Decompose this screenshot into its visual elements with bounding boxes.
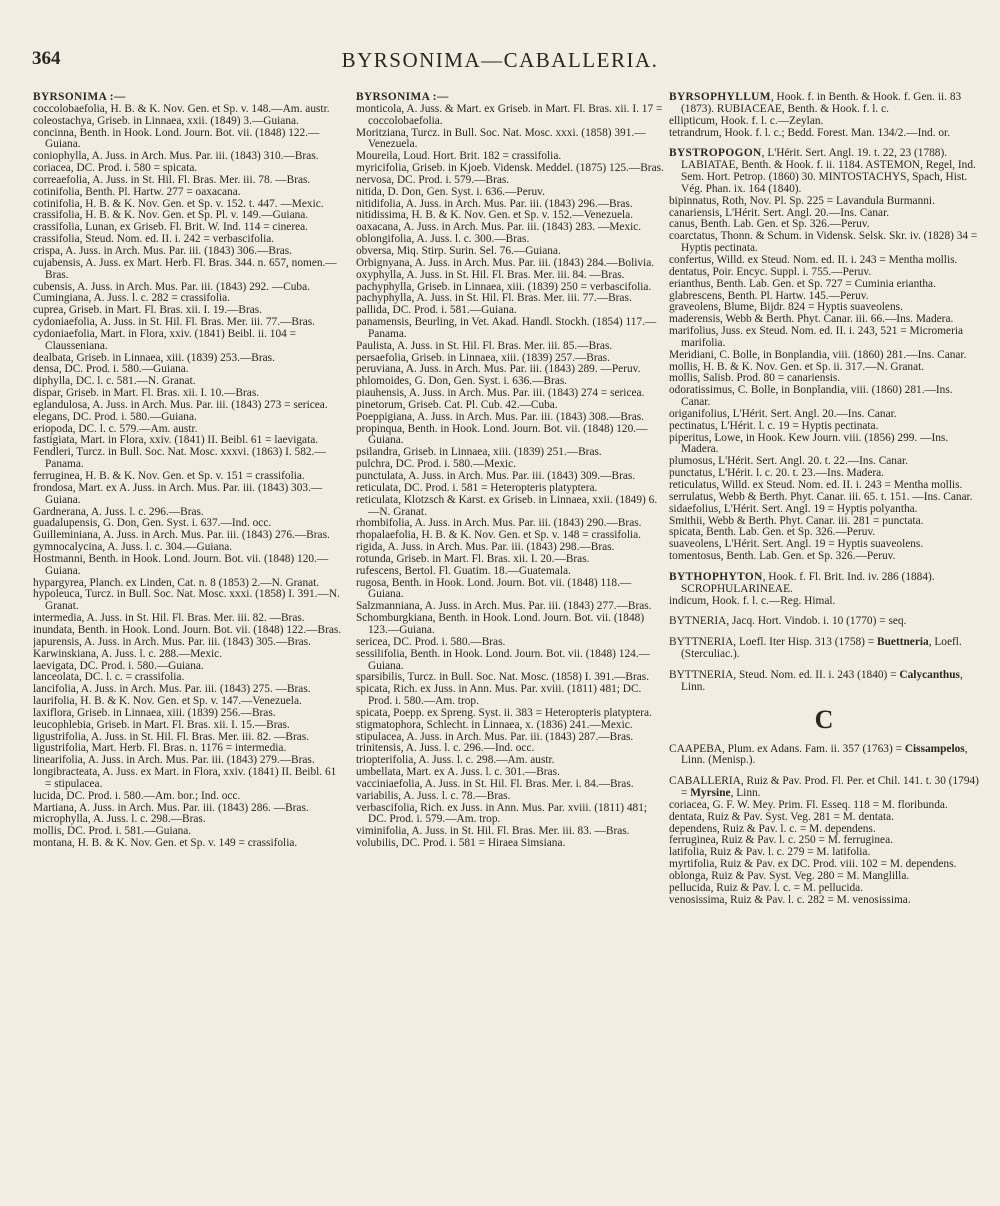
page-header <box>0 48 1000 78</box>
species-entry: latifolia, Ruiz & Pav. l. c. 279 = M. latifolia. <box>669 846 871 859</box>
genus-name: BYSTROPOGON <box>669 147 762 160</box>
xref-suffix: , Loefl. (Sterculiac.). <box>681 636 962 661</box>
species-entry: variabilis, A. Juss. l. c. 78.—Bras. <box>356 789 511 802</box>
species-entry: laxiflora, Griseb. in Linnaea, xiii. (1839) 256.—Bras. <box>33 706 276 719</box>
species-entry: myrtifolia, Ruiz & Pav. ex DC. Prod. viii. 102 = M. dependens. <box>669 858 957 871</box>
genus-citation: CABALLERIA, Ruiz & Pav. Prod. Fl. Per. et Chil. 141. t. 30 (1794) = <box>669 775 979 800</box>
species-entry: eriopoda, DC. l. c. 579.—Am. austr. <box>33 422 198 435</box>
species-entry: pectinatus, L'Hérit. l. c. 19 = Hyptis pectinata. <box>669 419 879 432</box>
species-entry: coriacea, G. F. W. Mey. Prim. Fl. Esseq. 118 = M. floribunda. <box>669 798 948 811</box>
species-entry: rotunda, Griseb. in Mart. Fl. Bras. xii. I. 20.—Bras. <box>356 552 590 565</box>
species-entry: sparsibilis, Turcz. in Bull. Soc. Nat. Mosc. (1858) I. 391.—Bras. <box>356 671 650 684</box>
species-entry: Gardnerana, A. Juss. l. c. 296.—Bras. <box>33 505 204 518</box>
species-entry: persaefolia, Griseb. in Linnaea, xiii. (1839) 257.—Bras. <box>356 351 610 364</box>
species-entry: piauhensis, A. Juss. in Arch. Mus. Par. iii. (1843) 274 = sericea. <box>356 387 645 400</box>
species-entry: plumosus, L'Hérit. Sert. Angl. 20. t. 22.—Ins. Canar. <box>669 455 908 468</box>
species-entry: spicata, Poepp. ex Spreng. Syst. ii. 383 = Heteropteris platyptera. <box>356 706 652 719</box>
species-entry: triopterifolia, A. Juss. l. c. 298.—Am. austr. <box>356 754 555 767</box>
section-letter: C <box>814 704 834 734</box>
xref-text: BYTNERIA, Jacq. Hort. Vindob. i. 10 (1770) = seq. <box>669 615 907 628</box>
species-entry: Orbignyana, A. Juss. in Arch. Mus. Par. iii. (1843) 284.—Bolivia. <box>356 256 655 269</box>
genus-citation: , Hook. f. in Benth. & Hook. f. Gen. ii. 83 (1873). RUBIACEAE, Benth. & Hook. f. l. c. <box>681 92 962 115</box>
xref-target: Buettneria <box>877 636 929 649</box>
species-entry: propinqua, Benth. in Hook. Lond. Journ. Bot. vii. (1848) 120.—Guiana. <box>356 422 648 447</box>
species-entry: eglandulosa, A. Juss. in Arch. Mus. Par. iii. (1843) 273 = sericea. <box>33 398 328 411</box>
species-list-byrsophyllum <box>669 116 979 140</box>
species-list-caballeria <box>669 800 979 907</box>
species-entry: Karwinskiana, A. Juss. l. c. 288.—Mexic. <box>33 647 223 660</box>
genus-entry-bythophyton <box>669 572 979 608</box>
species-entry: lucida, DC. Prod. i. 580.—Am. bor.; Ind. occ. <box>33 789 241 802</box>
species-entry: mollis, H. B. & K. Nov. Gen. et Sp. ii. 317.—N. Granat. <box>669 360 925 373</box>
species-entry: stipulacea, A. Juss. in Arch. Mus. Par. iii. (1843) 287.—Bras. <box>356 730 634 743</box>
species-entry: cydoniaefolia, A. Juss. in St. Hil. Fl. Bras. Mer. iii. 77.—Bras. <box>33 316 316 329</box>
species-entry: serrulatus, Webb & Berth. Phyt. Canar. iii. 65. t. 151. —Ins. Canar. <box>669 490 973 503</box>
species-entry: reticulatus, Willd. ex Steud. Nom. ed. II. i. 243 = Mentha mollis. <box>669 479 963 491</box>
species-entry: microphylla, A. Juss. l. c. 298.—Bras. <box>33 813 206 826</box>
xref-target: Calycanthus <box>899 668 960 681</box>
species-entry: Paulista, A. Juss. in St. Hil. Fl. Bras. Mer. iii. 85.—Bras. <box>356 339 613 352</box>
species-entry: crassifolia, Steud. Nom. ed. II. i. 242 = verbascifolia. <box>33 233 275 246</box>
species-list-bystropogon <box>669 196 979 563</box>
species-entry: Salzmanniana, A. Juss. in Arch. Mus. Par. iii. (1843) 277.—Bras. <box>356 600 652 613</box>
species-entry: vacciniaefolia, A. Juss. in St. Hil. Fl. Bras. Mer. i. 84.—Bras. <box>356 777 634 790</box>
species-entry: oblongifolia, A. Juss. l. c. 300.—Bras. <box>356 233 530 246</box>
genus-citation: , Hook. f. Fl. Brit. Ind. iv. 286 (1884). SCROPHULARINEAE. <box>681 570 935 595</box>
species-entry: laurifolia, H. B. & K. Nov. Gen. et Sp. v. 147.—Venezuela. <box>33 695 302 708</box>
species-entry: pulchra, DC. Prod. i. 580.—Mexic. <box>356 458 517 471</box>
species-entry: diphylla, DC. l. c. 581.—N. Granat. <box>33 375 196 388</box>
species-entry: dentatus, Poir. Encyc. Suppl. i. 755.—Peruv. <box>669 265 872 278</box>
species-entry: canariensis, L'Hérit. Sert. Angl. 20.—Ins. Canar. <box>669 206 890 219</box>
genus-line <box>669 776 979 800</box>
species-entry: sericea, DC. Prod. i. 580.—Bras. <box>356 635 506 648</box>
species-entry: dispar, Griseb. in Mart. Fl. Bras. xii. I. 10.—Bras. <box>33 387 260 400</box>
species-entry: erianthus, Benth. Lab. Gen. et Sp. 727 = Cuminia eriantha. <box>669 277 936 290</box>
genus-line <box>669 92 979 116</box>
species-entry: ligustrifolia, Mart. Herb. Fl. Bras. n. 1176 = intermedia. <box>33 742 287 755</box>
species-entry: pinetorum, Griseb. Cat. Pl. Cub. 42.—Cuba. <box>356 398 558 411</box>
species-entry: pachyphylla, A. Juss. in St. Hil. Fl. Bras. Mer. iii. 77.—Bras. <box>356 292 632 305</box>
species-list-byrsonima-2 <box>356 104 666 850</box>
species-entry: Moritziana, Turcz. in Bull. Soc. Nat. Mosc. xxxi. (1858) 391.—Venezuela. <box>356 126 646 151</box>
species-entry: nitidifolia, A. Juss. in Arch. Mus. Par. iii. (1843) 296.—Bras. <box>356 197 633 210</box>
species-entry: nervosa, DC. Prod. i. 579.—Bras. <box>356 173 510 186</box>
species-entry: rufescens, Bertol. Fl. Guatim. 18.—Guatemala. <box>356 564 571 577</box>
species-entry: obversa, Miq. Stirp. Surin. Sel. 76.—Guiana. <box>356 244 561 257</box>
species-entry: rhombifolia, A. Juss. in Arch. Mus. Par. iii. (1843) 290.—Bras. <box>356 517 642 530</box>
species-entry: tetrandrum, Hook. f. l. c.; Bedd. Forest. Man. 134/2.—Ind. or. <box>669 126 951 139</box>
species-entry: leucophlebia, Griseb. in Mart. Fl. Bras. xii. I. 15.—Bras. <box>33 718 290 731</box>
species-list-byrsonima-1 <box>33 104 343 850</box>
species-entry: stigmatophora, Schlecht. in Linnaea, x. (1836) 241.—Mexic. <box>356 718 633 731</box>
species-entry: lancifolia, A. Juss. in Arch. Mus. Par. iii. (1843) 275. —Bras. <box>33 683 311 696</box>
species-entry: psilandra, Griseb. in Linnaea, xiii. (1839) 251.—Bras. <box>356 446 602 459</box>
xref-byttneria-steud <box>669 670 979 694</box>
species-entry: longibracteata, A. Juss. ex Mart. in Flora, xxiv. (1841) II. Beibl. 61 = stipulacea. <box>33 766 337 790</box>
species-entry: Schomburgkiana, Benth. in Hook. Lond. Journ. Bot. vii. (1848) 123.—Guiana. <box>356 612 645 636</box>
species-entry: rigida, A. Juss. in Arch. Mus. Par. iii. (1843) 298.—Bras. <box>356 541 615 554</box>
species-entry: cotinifolia, H. B. & K. Nov. Gen. et Sp. v. 152. t. 447. —Mexic. <box>33 197 324 210</box>
species-entry: elegans, DC. Prod. i. 580.—Guiana. <box>33 410 197 423</box>
species-entry: frondosa, Mart. ex A. Juss. in Arch. Mus. Par. iii. (1843) 303.—Guiana. <box>33 481 323 506</box>
species-entry: spicata, Benth. Lab. Gen. et Sp. 326.—Peruv. <box>669 526 876 539</box>
species-entry: montana, H. B. & K. Nov. Gen. et Sp. v. 149 = crassifolia. <box>33 837 298 850</box>
species-entry: sidaefolius, L'Hérit. Sert. Angl. 19 = Hyptis polyantha. <box>669 502 918 515</box>
species-entry: crassifolia, Lunan, ex Griseb. Fl. Brit. W. Ind. 114 = cinerea. <box>33 221 309 234</box>
species-entry: oxyphylla, A. Juss. in St. Hil. Fl. Bras. Mer. iii. 84. —Bras. <box>356 268 625 281</box>
species-entry: hypoleuca, Turcz. in Bull. Soc. Nat. Mosc. xxxi. (1858) I. 391.—N. Granat. <box>33 588 340 613</box>
species-entry: coniophylla, A. Juss. in Arch. Mus. Par. iii. (1843) 310.—Bras. <box>33 150 319 163</box>
species-entry: nitidissima, H. B. & K. Nov. Gen. et Sp. v. 152.—Venezuela. <box>356 209 634 222</box>
species-entry: punctatus, L'Hérit. l. c. 20. t. 23.—Ins. Madera. <box>669 467 885 480</box>
species-entry: rugosa, Benth. in Hook. Lond. Journ. Bot. vii. (1848) 118.—Guiana. <box>356 576 632 601</box>
species-entry: fastigiata, Mart. in Flora, xxiv. (1841) II. Beibl. 61 = laevigata. <box>33 434 319 447</box>
xref-suffix: , Linn. <box>681 668 963 693</box>
species-entry: gymnocalycina, A. Juss. l. c. 304.—Guiana. <box>33 541 233 554</box>
column-2 <box>356 92 666 1200</box>
species-entry: suaveolens, L'Hérit. Sert. Angl. 19 = Hyptis suaveolens. <box>669 538 924 551</box>
page-number: 364 <box>32 48 61 69</box>
species-entry: marifolius, Juss. ex Steud. Nom. ed. II. i. 243, 521 = Micromeria marifolia. <box>669 325 964 349</box>
species-entry: sessilifolia, Benth. in Hook. Lond. Journ. Bot. vii. (1848) 124.—Guiana. <box>356 647 650 672</box>
species-entry: mollis, Salisb. Prod. 80 = canariensis. <box>669 372 841 385</box>
species-entry: volubilis, DC. Prod. i. 581 = Hiraea Simsiana. <box>356 837 566 850</box>
species-entry: dependens, Ruiz & Pav. l. c. = M. dependens. <box>669 822 876 835</box>
species-entry: ferruginea, H. B. & K. Nov. Gen. et Sp. v. 151 = crassifolia. <box>33 470 305 482</box>
species-entry: punctulata, A. Juss. in Arch. Mus. Par. iii. (1843) 309.—Bras. <box>356 470 636 482</box>
species-entry: Meridiani, C. Bolle, in Bonplandia, viii. (1860) 281.—Ins. Canar. <box>669 348 967 361</box>
species-entry: cujabensis, A. Juss. ex Mart. Herb. Fl. Bras. 344. n. 657, nomen.—Bras. <box>33 256 337 281</box>
species-entry: cydoniaefolia, Mart. in Flora, xxiv. (1841) Beibl. ii. 104 = Clausseniana. <box>33 327 297 352</box>
species-entry: japurensis, A. Juss. in Arch. Mus. Par. iii. (1843) 305.—Bras. <box>33 635 311 648</box>
species-entry: maderensis, Webb & Berth. Phyt. Canar. iii. 66.—Ins. Madera. <box>669 313 954 326</box>
genus-citation: , L'Hérit. Sert. Angl. 19. t. 22, 23 (1788). LABIATAE, Benth. & Hook. f. ii. 1184. ASTEMON, Regel, Ind. Sem. Hort. Petrop. (1860) 30. MINTOSTACHYS, Spach, Hist. Vég. Phan. ix. 164 (1840). <box>681 147 976 195</box>
xref-text: BYTTNERIA, Loefl. Iter Hisp. 313 (1758) = <box>669 636 878 649</box>
species-entry: indicum, Hook. f. l. c.—Reg. Himal. <box>669 594 836 607</box>
species-entry: lanceolata, DC. l. c. = crassifolia. <box>33 671 185 684</box>
species-entry: tomentosus, Benth. Lab. Gen. et Sp. 326.—Peruv. <box>669 550 896 563</box>
xref-caapeba <box>669 744 979 768</box>
species-entry: correaefolia, A. Juss. in St. Hil. Fl. Bras. Mer. iii. 78. —Bras. <box>33 173 311 186</box>
column-1 <box>33 92 343 1200</box>
species-entry: origanifolius, L'Hérit. Sert. Angl. 20.—Ins. Canar. <box>669 407 897 420</box>
genus-line <box>669 572 979 596</box>
species-entry: ferruginea, Ruiz & Pav. l. c. 250 = M. ferruginea. <box>669 834 893 847</box>
species-entry: dentata, Ruiz & Pav. Syst. Veg. 281 = M. dentata. <box>669 810 895 823</box>
running-title: BYRSONIMA—CABALLERIA. <box>341 48 659 72</box>
species-entry: panamensis, Beurling, in Vet. Akad. Handl. Stockh. (1854) 117.—Panama. <box>356 316 657 340</box>
species-entry: canus, Benth. Lab. Gen. et Sp. 326.—Peruv. <box>669 218 870 231</box>
species-entry: Moureila, Loud. Hort. Brit. 182 = crassifolia. <box>356 150 562 163</box>
xref-target: Cissampelos <box>904 742 965 755</box>
species-entry: verbascifolia, Rich. ex Juss. in Ann. Mus. Par. xviii. (1811) 481; DC. Prod. i. 579.—Am. trop. <box>356 801 648 826</box>
species-entry: dealbata, Griseb. in Linnaea, xiii. (1839) 253.—Bras. <box>33 351 275 364</box>
species-entry: oblonga, Ruiz & Pav. Syst. Veg. 280 = M. Manglilla. <box>669 869 910 882</box>
xref-byttneria-loefl <box>669 637 979 661</box>
species-entry: coccolobaefolia, H. B. & K. Nov. Gen. et Sp. v. 148.—Am. austr. <box>33 102 330 115</box>
species-entry: coriacea, DC. Prod. i. 580 = spicata. <box>33 162 198 175</box>
species-entry: cuprea, Griseb. in Mart. Fl. Bras. xii. I. 19.—Bras. <box>33 304 263 317</box>
species-entry: cubensis, A. Juss. in Arch. Mus. Par. iii. (1843) 292. —Cuba. <box>33 280 310 293</box>
species-entry: coleostachya, Griseb. in Linnaea, xxii. (1849) 3.—Guiana. <box>33 114 299 127</box>
species-entry: concinna, Benth. in Hook. Lond. Journ. Bot. vii. (1848) 122.—Guiana. <box>33 126 320 151</box>
species-entry: linearifolia, A. Juss. in Arch. Mus. Par. iii. (1843) 279.—Bras. <box>33 754 315 767</box>
species-entry: laevigata, DC. Prod. i. 580.—Guiana. <box>33 659 204 672</box>
species-entry: monticola, A. Juss. & Mart. ex Griseb. in Mart. Fl. Bras. xii. I. 17 = coccolobaefolia. <box>356 102 663 127</box>
species-entry: coarctatus, Thonn. & Schum. in Vidensk. Selsk. Skr. iv. (1828) 34 = Hyptis pectinata. <box>669 230 978 255</box>
species-entry: rhopalaefolia, H. B. & K. Nov. Gen. et Sp. v. 148 = crassifolia. <box>356 529 641 542</box>
species-entry: mollis, DC. Prod. i. 581.—Guiana. <box>33 825 192 838</box>
species-entry: Poeppigiana, A. Juss. in Arch. Mus. Par. iii. (1843) 308.—Bras. <box>356 410 644 423</box>
species-entry: pellucida, Ruiz & Pav. l. c. = M. pellucida. <box>669 881 864 894</box>
genus-entry-byrsophyllum <box>669 92 979 139</box>
species-entry: crispa, A. Juss. in Arch. Mus. Par. iii. (1843) 306.—Bras. <box>33 244 293 257</box>
species-entry: bipinnatus, Roth, Nov. Pl. Sp. 225 = Lavandula Burmanni. <box>669 194 935 207</box>
species-entry: reticulata, Klotzsch & Karst. ex Griseb. in Linnaea, xxii. (1849) 6.—N. Granat. <box>356 493 658 518</box>
species-entry: myricifolia, Griseb. in Kjoeb. Vidensk. Meddel. (1875) 125.—Bras. <box>356 162 664 175</box>
column-3 <box>669 92 979 1200</box>
species-entry: confertus, Willd. ex Steud. Nom. ed. II. i. 243 = Mentha mollis. <box>669 253 958 266</box>
xref-target: Myrsine <box>690 787 731 800</box>
xref-bytneria <box>669 616 979 628</box>
species-entry: Smithii, Webb & Berth. Phyt. Canar. iii. 281 = punctata. <box>669 514 924 527</box>
genus-entry-caballeria <box>669 776 979 906</box>
species-entry: piperitus, Lowe, in Hook. Kew Journ. viii. (1856) 299. —Ins. Madera. <box>669 431 949 456</box>
species-entry: venosissima, Ruiz & Pav. l. c. 282 = M. venosissima. <box>669 893 911 906</box>
xref-suffix: , Linn. <box>730 787 761 800</box>
species-entry: spicata, Rich. ex Juss. in Ann. Mus. Par. xviii. (1811) 481; DC. Prod. i. 580.—Am. trop. <box>356 683 642 708</box>
species-entry: inundata, Benth. in Hook. Lond. Journ. Bot. vii. (1848) 122.—Bras. <box>33 623 342 636</box>
species-entry: intermedia, A. Juss. in St. Hil. Fl. Bras. Mer. iii. 82. —Bras. <box>33 612 305 625</box>
genus-heading-byrsonima-cont: BYRSONIMA :— <box>356 92 449 103</box>
species-entry: graveolens, Blume, Bijdr. 824 = Hyptis suaveolens. <box>669 301 903 314</box>
species-entry: Martiana, A. Juss. in Arch. Mus. Par. iii. (1843) 286. —Bras. <box>33 801 309 814</box>
xref-text: BYTTNERIA, Steud. Nom. ed. II. i. 243 (1840) = <box>669 668 900 681</box>
species-entry: pallida, DC. Prod. i. 581.—Guiana. <box>356 304 517 317</box>
species-entry: guadalupensis, G. Don, Gen. Syst. i. 637.—Ind. occ. <box>33 517 272 530</box>
species-entry: ellipticum, Hook. f. l. c.—Zeylan. <box>669 114 824 127</box>
genus-entry-bystropogon <box>669 148 979 563</box>
species-entry: Guilleminiana, A. Juss. in Arch. Mus. Par. iii. (1843) 276.—Bras. <box>33 529 330 542</box>
xref-suffix: , Linn. (Menisp.). <box>681 742 968 767</box>
species-entry: ligustrifolia, A. Juss. in St. Hil. Fl. Bras. Mer. iii. 82. —Bras. <box>33 730 310 743</box>
species-entry: oaxacana, A. Juss. in Arch. Mus. Par. iii. (1843) 283. —Mexic. <box>356 221 642 234</box>
species-entry: reticulata, DC. Prod. i. 581 = Heteropteris platyptera. <box>356 481 598 494</box>
species-entry: pachyphylla, Griseb. in Linnaea, xiii. (1839) 250 = verbascifolia. <box>356 280 652 293</box>
species-entry: Fendleri, Turcz. in Bull. Soc. Nat. Mosc. xxxvi. (1863) I. 582.—Panama. <box>33 446 326 471</box>
species-entry: umbellata, Mart. ex A. Juss. l. c. 301.—Bras. <box>356 766 560 779</box>
species-list-bythophyton <box>669 596 979 608</box>
species-entry: trinitensis, A. Juss. l. c. 296.—Ind. occ. <box>356 742 535 755</box>
species-entry: crassifolia, H. B. & K. Nov. Gen. et Sp. Pl. v. 149.—Guiana. <box>33 209 309 222</box>
species-entry: glabrescens, Benth. Pl. Hartw. 145.—Peruv. <box>669 289 869 302</box>
genus-heading-byrsonima: BYRSONIMA :— <box>33 92 126 103</box>
genus-name: BYRSOPHYLLUM <box>669 92 771 103</box>
species-entry: nitida, D. Don, Gen. Syst. i. 636.—Peruv. <box>356 185 545 198</box>
species-entry: phlomoides, G. Don, Gen. Syst. i. 636.—Bras. <box>356 375 568 388</box>
xref-text: CAAPEBA, Plum. ex Adans. Fam. ii. 357 (1763) = <box>669 742 905 755</box>
species-entry: densa, DC. Prod. i. 580.—Guiana. <box>33 363 189 376</box>
species-entry: Cumingiana, A. Juss. l. c. 282 = crassifolia. <box>33 292 231 305</box>
species-entry: hypargyrea, Planch. ex Linden, Cat. n. 8 (1853) 2.—N. Granat. <box>33 576 320 589</box>
species-entry: viminifolia, A. Juss. in St. Hil. Fl. Bras. Mer. iii. 83. —Bras. <box>356 825 630 838</box>
genus-name: BYTHOPHYTON <box>669 570 763 583</box>
species-entry: Hostmanni, Benth. in Hook. Lond. Journ. Bot. vii. (1848) 120.—Guiana. <box>33 552 329 577</box>
genus-line <box>669 148 979 195</box>
species-entry: peruviana, A. Juss. in Arch. Mus. Par. iii. (1843) 289. —Peruv. <box>356 363 641 376</box>
species-entry: cotinifolia, Benth. Pl. Hartw. 277 = oaxacana. <box>33 185 241 198</box>
species-entry: odoratissimus, C. Bolle, in Bonplandia, viii. (1860) 281.—Ins. Canar. <box>669 384 953 409</box>
